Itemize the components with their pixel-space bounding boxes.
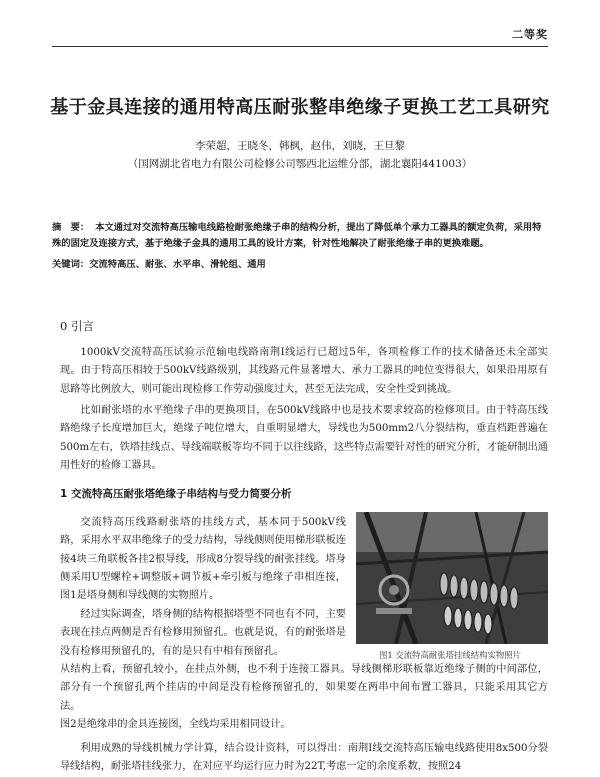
authors: 李荣超，王晓冬，韩枫，赵伟，刘晓，王旦黎 bbox=[195, 140, 405, 152]
figure-1-caption: 图1 交流特高耐张塔挂线结构实物照片 bbox=[379, 650, 521, 660]
affiliation: （国网湖北省电力有限公司检修公司鄂西北运维分部，湖北襄阳441003） bbox=[127, 158, 473, 170]
keywords bbox=[52, 256, 548, 270]
section-1-paragraph-2: 经过实际调查，塔身侧的结构根据塔型不同也有不同，主要表现在挂点两侧是否有检修用预留孔。也就是说，有的耐张塔是没有检修用预留孔的，有的是只有中相有预留孔。 bbox=[60, 609, 346, 657]
section-0-paragraph-2: 比如耐张塔的水平绝缘子串的更换项目，在500kV线路中也是技术要求较高的检修项目。由于特高压线路绝缘子长度增加巨大，绝缘子吨位增大，自重明显增大，导线也为500mm2八分裂结构，垂直档距普遍在500m左右，铁塔挂线点、导线端联板等均不同于以往线路，这些特点需要针对性的研究分析，才能研制出通用性好的检修工器具。 bbox=[60, 405, 548, 471]
section-1-paragraph-3: 从结构上看，预留孔较小，在挂点外侧，也不利于连接工器具。导线侧梯形联板靠近绝缘子侧的中间部位，部分有一个预留孔两个挂店的中间是没有检修预留孔的，如果要在两串中间布置工器具，只能采用其它方法。 bbox=[60, 664, 548, 712]
keywords-label: 关键词： bbox=[52, 259, 90, 270]
header-rule bbox=[52, 46, 548, 47]
section-1-paragraph-4: 图2是绝缘串的金具连接图，全线均采用相同设计。 bbox=[60, 719, 291, 730]
paper-title: 基于金具连接的通用特高压耐张整串绝缘子更换工艺工具研究 bbox=[50, 97, 550, 118]
section-1-paragraph-1: 交流特高压线路耐张塔的挂线方式，基本同于500kV线路，采用水平双串绝缘子的受力结构，导线侧则使用梯形联板连接4块三角联板各挂2根导线，形成8分裂导线的耐张挂线。塔身侧采用U型螺栓+调整版+调节板+牵引板与绝缘子串相连接，图1是塔身侧和导线侧的实物照片。 bbox=[60, 517, 346, 602]
section-1-paragraph-5: 利用成熟的导线机械力学计算，结合设计资料，可以得出：南荆I线交流特高压输电线路使用8x500分裂导线结构，耐张塔挂线张力，在对应平均运行应力时为22T,考虑一定的余度系数，按照24 bbox=[60, 743, 548, 773]
figure-1-photo bbox=[356, 512, 548, 644]
section-1-heading: 1 交流特高压耐张塔绝缘子串结构与受力简要分析 bbox=[60, 488, 292, 500]
section-0-paragraph-1: 1000kV交流特高压试验示范输电线路南荆I线运行已超过5年，各项检修工作的技术储备还未全部实现。由于特高压相较于500kV线路级别，其线路元件显著增大、承力工器具的吨位变得很大，如果沿用原有思路等比例放大，则可能出现检修工作劳动强度过大，甚至无法完成，安全性受到挑战。 bbox=[60, 347, 548, 395]
section-0-heading: 0 引言 bbox=[60, 319, 94, 333]
abstract bbox=[52, 220, 548, 252]
tower-insulator-photo bbox=[356, 512, 548, 644]
award-label: 二等奖 bbox=[512, 28, 548, 41]
keywords-text: 交流特高压、耐张、水平串、滑轮组、通用 bbox=[89, 259, 266, 270]
abstract-label: 摘 要： bbox=[52, 222, 90, 233]
abstract-text: 本文通过对交流特高压输电线路检耐张绝缘子串的结构分析，提出了降低单个承力工器具的额定负荷，采用特殊的固定及连接方式，基于绝缘子金具的通用工具的设计方案，针对性地解决了耐张绝缘子串的更换难题。 bbox=[52, 222, 542, 249]
